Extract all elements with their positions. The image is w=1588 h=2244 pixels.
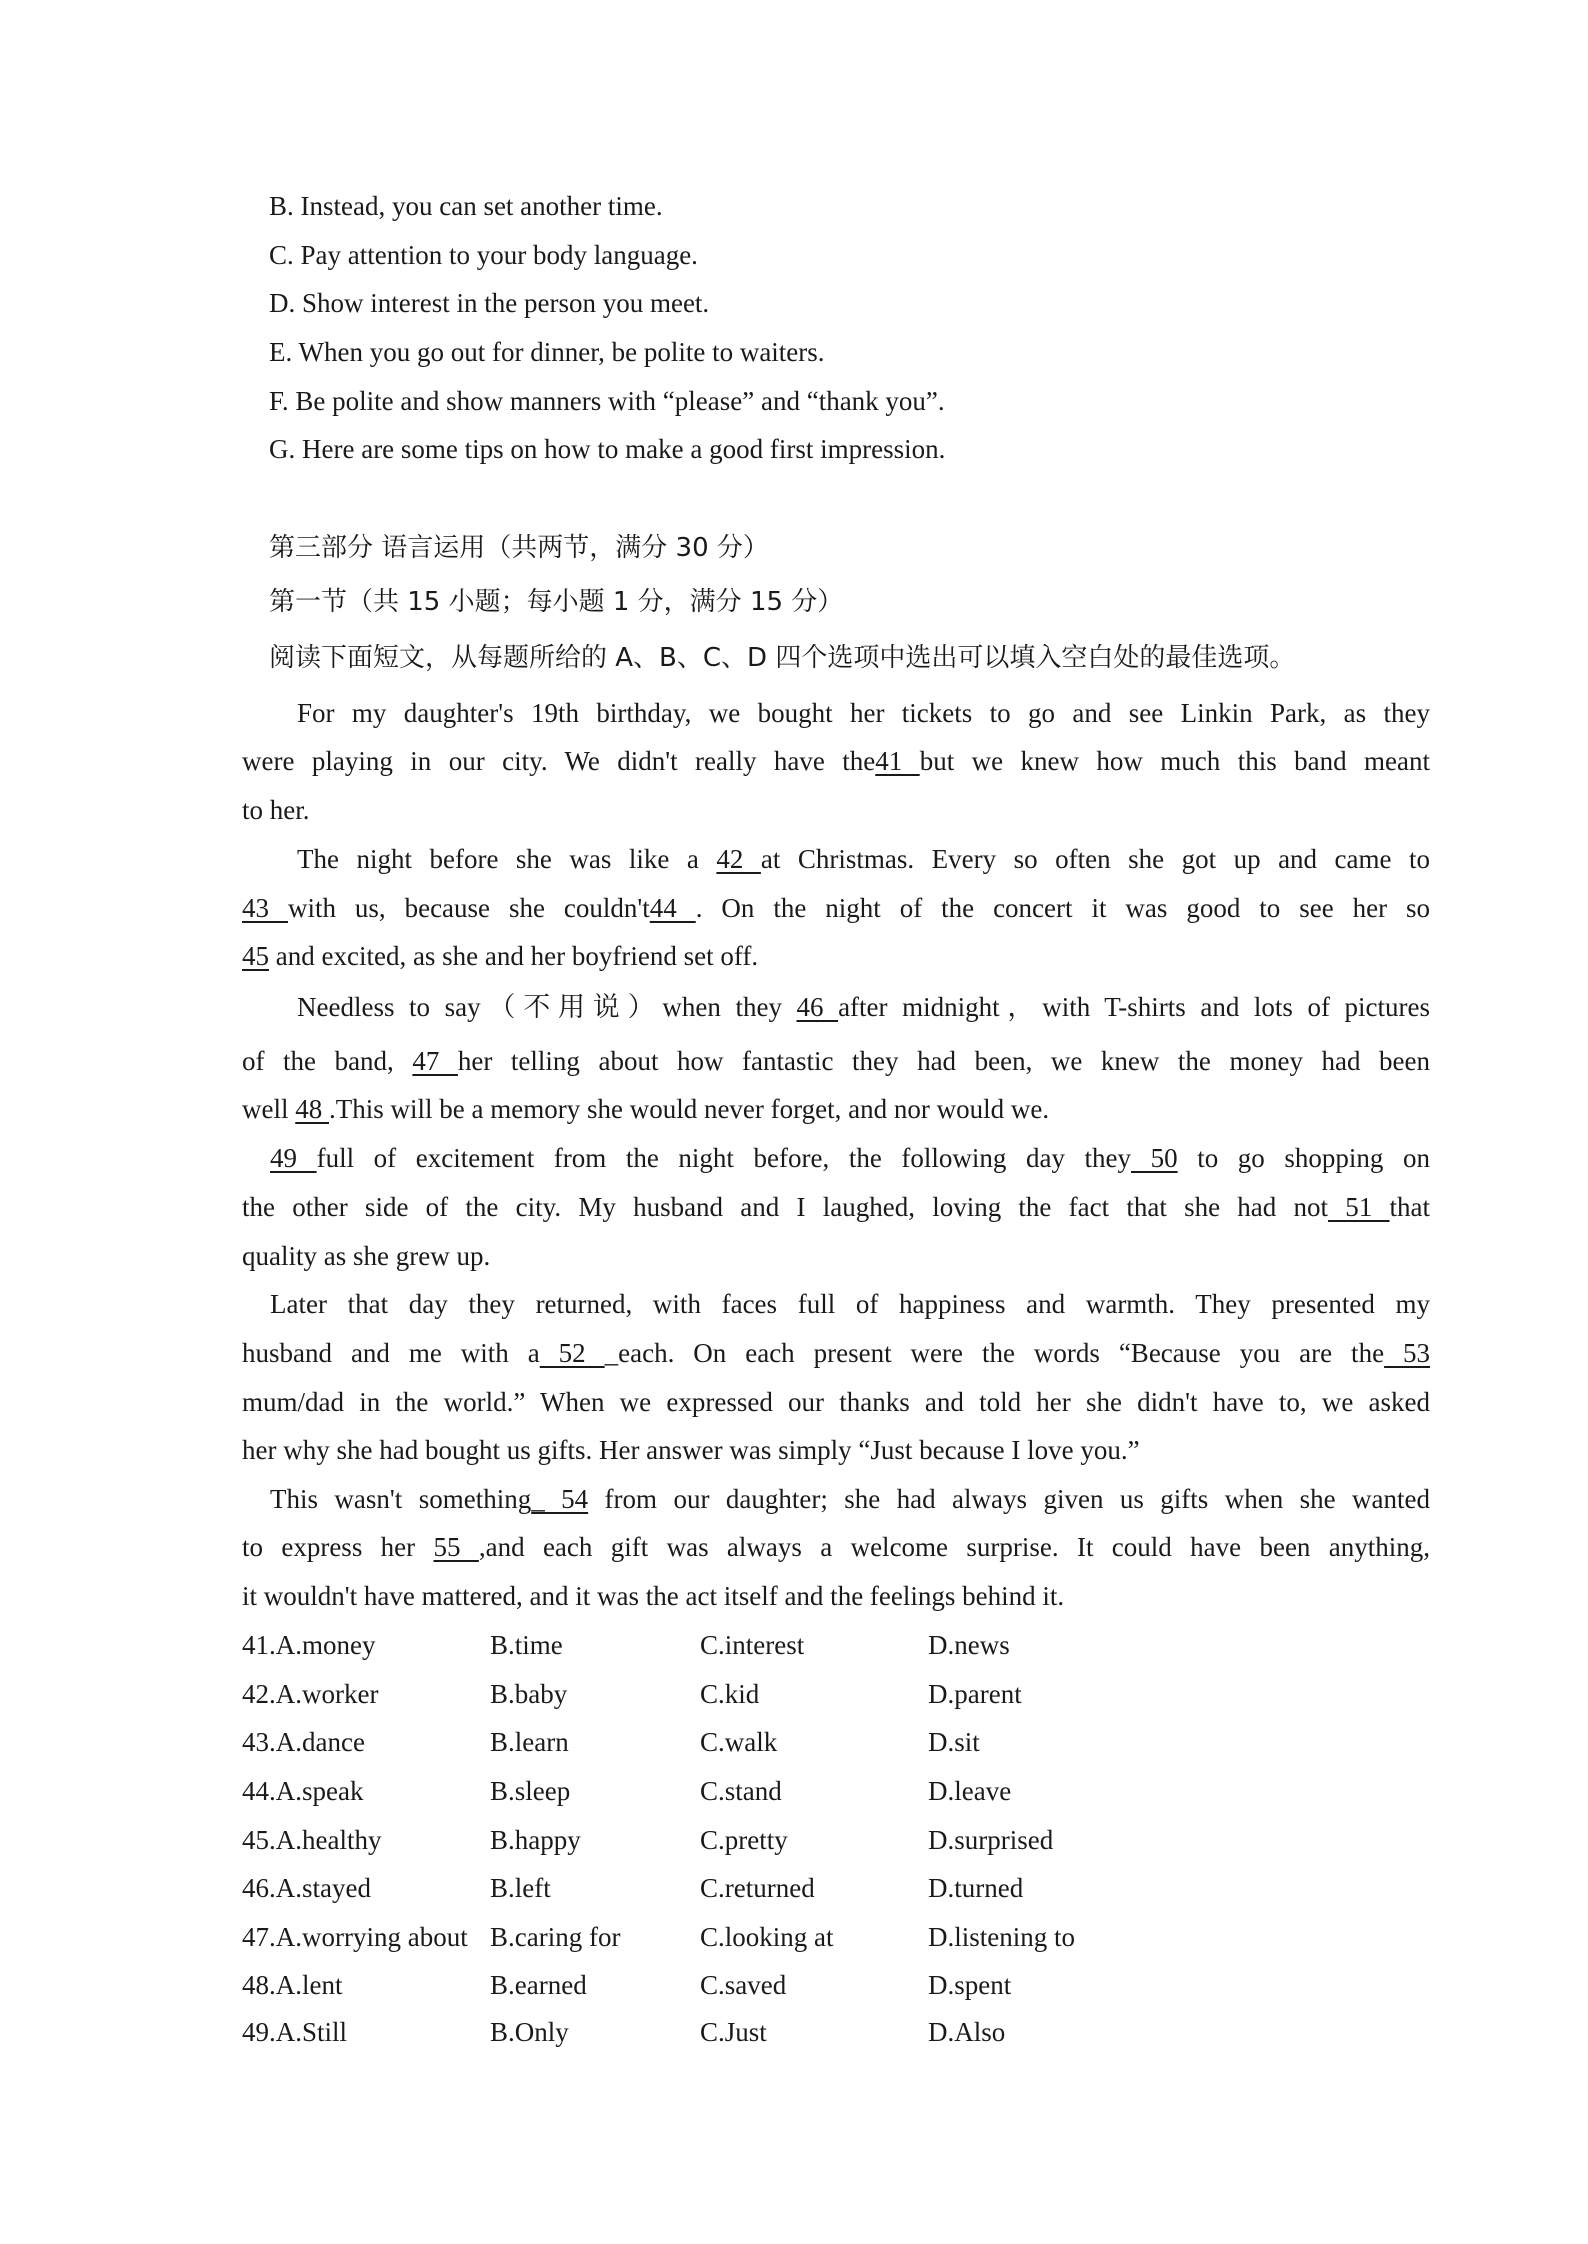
text: well [242,1094,296,1124]
blank-49: 49 [270,1143,317,1173]
option-g: G. Here are some tips on how to make a good first impression. [269,434,946,464]
text: of the band, [242,1046,413,1076]
choice-49-c: C.Just [700,2017,767,2047]
choice-45-a: 45.A.healthy [242,1825,382,1855]
choice-44-a: 44.A.speak [242,1776,364,1806]
passage-p6-line2 [242,1534,1430,1561]
choice-42-d: D.parent [928,1679,1022,1709]
passage-p6-line1 [270,1486,1430,1513]
choice-43-a: 43.A.dance [242,1727,365,1757]
blank-53: 53 [1384,1338,1431,1368]
option-c: C. Pay attention to your body language. [269,240,698,270]
choice-44-b: B.sleep [490,1776,571,1806]
passage-p5-line3: mum/dad in the world.” When we expressed our thanks and told her she didn't have to, we asked [242,1387,1430,1417]
choice-42-b: B.baby [490,1679,568,1709]
passage-p4-line1 [270,1145,1430,1172]
choice-48-a: 48.A.lent [242,1970,343,2000]
blank-54: _ 54 [531,1484,589,1514]
choice-43-c: C.walk [700,1727,778,1757]
text: . On the night of the concert it was good to see her so [695,893,1431,923]
blank-46: 46 [796,992,839,1022]
passage-p5-line1: Later that day they returned, with faces full of happiness and warmth. They presented my [270,1289,1430,1319]
blank-55: 55 [433,1532,479,1562]
text: her telling about how fantastic they had been, we knew the money had been [457,1046,1430,1076]
text: Needless to say（不用说）when they [297,992,797,1022]
text: and excited, as she and her boyfriend set off. [269,941,759,971]
choice-41-c: C.interest [700,1630,805,1660]
choice-47-d: D.listening to [928,1922,1075,1952]
choice-45-c: C.pretty [700,1825,788,1855]
text: were playing in our city. We didn't really have the [242,746,876,776]
choice-47-a: 47.A.worrying about [242,1922,468,1952]
choice-46-b: B.left [490,1873,551,1903]
choice-47-c: C.looking at [700,1922,834,1952]
blank-51: 51 [1328,1192,1390,1222]
passage-p5-line4: her why she had bought us gifts. Her answer was simply “Just because I love you.” [242,1435,1140,1465]
text: husband and me with a [242,1338,540,1368]
part-title: 第三部分 语言运用（共两节，满分 30 分） [269,533,769,563]
passage-p6-line3: it wouldn't have mattered, and it was the act itself and the feelings behind it. [242,1581,1065,1611]
text: The night before she was like a [297,844,717,874]
text: but we knew how much this band meant [919,746,1431,776]
text: with us, because she couldn't [287,893,650,923]
choice-43-b: B.learn [490,1727,569,1757]
text: .This will be a memory she would never forget, and nor would we. [329,1094,1050,1124]
choice-42-c: C.kid [700,1679,760,1709]
blank-52: 52 [539,1338,605,1368]
blank-42: 42 [716,844,761,874]
choice-41-a: 41.A.money [242,1630,376,1660]
choice-46-a: 46.A.stayed [242,1873,371,1903]
choice-48-b: B.earned [490,1970,587,2000]
text: to go shopping on [1177,1143,1430,1173]
choice-48-c: C.saved [700,1970,787,2000]
passage-p1-line2 [242,748,1430,775]
passage-p1-line3: to her. [242,795,310,825]
blank-43: 43 [242,893,288,923]
choice-44-d: D.leave [928,1776,1012,1806]
choice-47-b: B.caring for [490,1922,621,1952]
text: from our daughter; she had always given us gifts when she wanted [588,1484,1430,1514]
passage-p1-line1: For my daughter's 19th birthday, we bought her tickets to go and see Linkin Park, as they [297,698,1430,728]
option-f: F. Be polite and show manners with “please” and “thank you”. [269,386,945,416]
text: at Christmas. Every so often she got up and came to [760,844,1431,874]
text: after midnight，with T-shirts and lots of pictures [838,992,1430,1022]
choice-43-d: D.sit [928,1727,980,1757]
blank-45: 45 [242,941,269,971]
section-instruction: 阅读下面短文，从每题所给的 A、B、C、D 四个选项中选出可以填入空白处的最佳选项。 [269,643,1296,673]
blank-41: 41 [875,746,920,776]
choice-49-d: D.Also [928,2017,1006,2047]
passage-p3-line3 [242,1096,1049,1123]
text: that [1389,1192,1431,1222]
passage-p2-line2 [242,895,1430,922]
passage-p3-line1 [297,994,1430,1021]
choice-41-b: B.time [490,1630,563,1660]
text: _each. On each present were the words “Because you are the [604,1338,1385,1368]
passage-p3-line2 [242,1048,1430,1075]
choice-45-d: D.surprised [928,1825,1054,1855]
text: This wasn't something [270,1484,532,1514]
choice-48-d: D.spent [928,1970,1012,2000]
blank-44: 44 [649,893,696,923]
choice-42-a: 42.A.worker [242,1679,379,1709]
passage-p2-line3 [242,943,758,970]
option-e: E. When you go out for dinner, be polite to waiters. [269,337,825,367]
passage-p2-line1 [297,846,1430,873]
choice-41-d: D.news [928,1630,1010,1660]
blank-50: 50 [1131,1143,1178,1173]
passage-p5-line2 [242,1340,1430,1367]
choice-46-d: D.turned [928,1873,1024,1903]
choice-49-b: B.Only [490,2017,569,2047]
choice-44-c: C.stand [700,1776,782,1806]
option-b: B. Instead, you can set another time. [269,191,663,221]
text: ,and each gift was always a welcome surprise. It could have been anything, [478,1532,1431,1562]
option-d: D. Show interest in the person you meet. [269,288,710,318]
blank-47: 47 [412,1046,458,1076]
passage-p4-line2 [242,1194,1430,1221]
text: the other side of the city. My husband and I laughed, loving the fact that she had not [242,1192,1329,1222]
section-subtitle: 第一节（共 15 小题；每小题 1 分，满分 15 分） [269,587,844,617]
text: to express her [242,1532,434,1562]
choice-45-b: B.happy [490,1825,581,1855]
blank-48: 48 [295,1094,329,1124]
text: full of excitement from the night before, the following day they [316,1143,1132,1173]
passage-p4-line3: quality as she grew up. [242,1241,491,1271]
choice-46-c: C.returned [700,1873,815,1903]
choice-49-a: 49.A.Still [242,2017,348,2047]
